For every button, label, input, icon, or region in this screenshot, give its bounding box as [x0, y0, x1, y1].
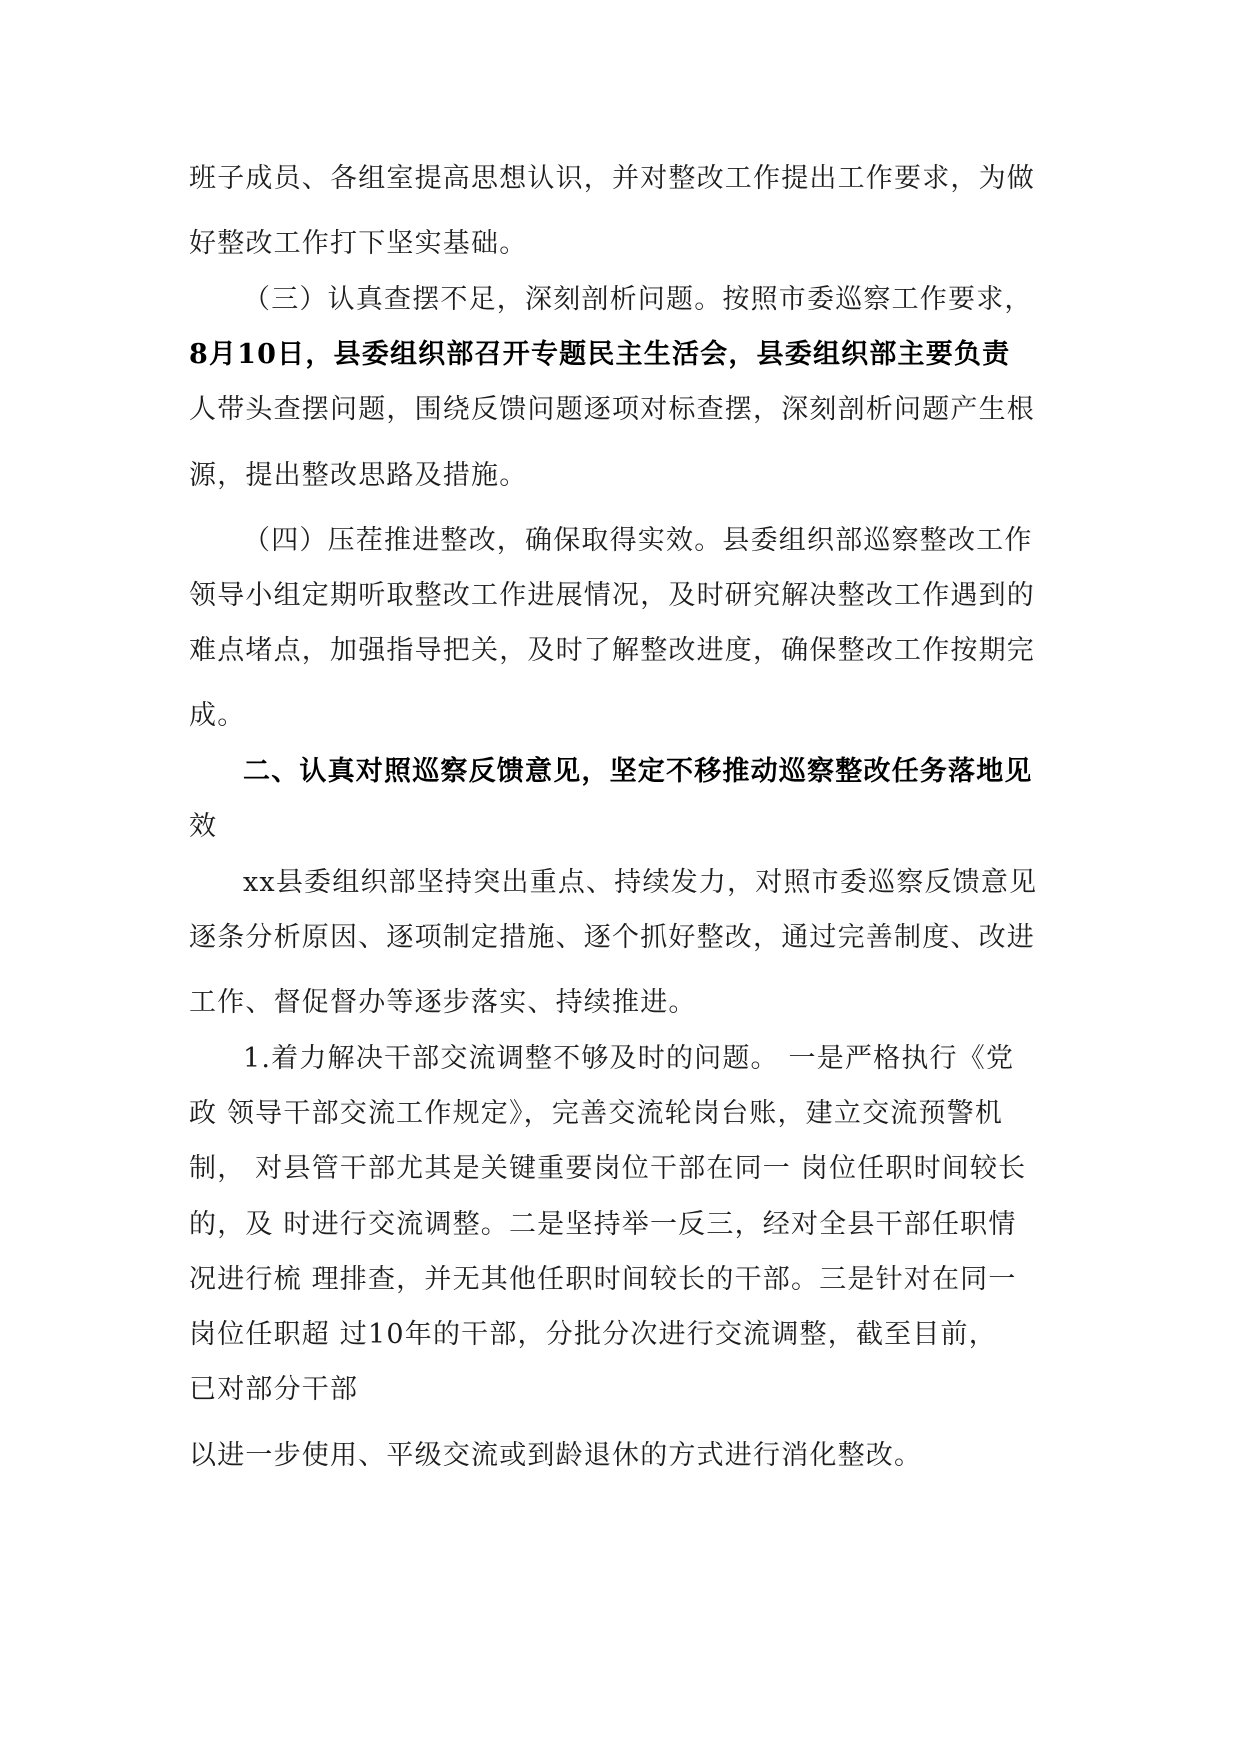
- paragraph-line: 政 领导干部交流工作规定》，完善交流轮岗台账，建立交流预警机: [189, 1098, 1004, 1129]
- section-three-heading-line: （三）认真查摆不足，深刻剖析问题。按照市委巡察工作要求，: [243, 284, 1033, 315]
- paragraph-line: 好整改工作打下坚实基础。: [189, 228, 528, 259]
- paragraph-line: 源，提出整改思路及措施。: [189, 460, 528, 491]
- paragraph-line: 成。: [189, 700, 246, 731]
- paragraph-line: 况进行梳 理排查，并无其他任职时间较长的干部。三是针对在同一: [189, 1264, 1017, 1295]
- paragraph-line: 人带头查摆问题，围绕反馈问题逐项对标查摆，深刻剖析问题产生根: [189, 394, 1035, 425]
- paragraph-line: 已对部分干部: [189, 1374, 359, 1405]
- paragraph-line: 制， 对县管干部尤其是关键重要岗位干部在同一 岗位任职时间较长: [189, 1153, 1027, 1184]
- paragraph-line: 的，及 时进行交流调整。二是坚持举一反三，经对全县干部任职情: [189, 1209, 1017, 1240]
- paragraph-line: 领导小组定期听取整改工作进展情况，及时研究解决整改工作遇到的: [189, 580, 1035, 611]
- paragraph-line: 工作、督促督办等逐步落实、持续推进。: [189, 987, 697, 1018]
- paragraph-line: 难点堵点，加强指导把关，及时了解整改进度，确保整改工作按期完: [189, 635, 1035, 666]
- paragraph-line-bold: 8月10日，县委组织部召开专题民主生活会，县委组织部主要负责: [189, 339, 1011, 370]
- section-two-heading: 二、认真对照巡察反馈意见，坚定不移推动巡察整改任务落地见: [243, 756, 1033, 787]
- paragraph-line: 以进一步使用、平级交流或到龄退休的方式进行消化整改。: [189, 1440, 923, 1471]
- paragraph-line: 岗位任职超 过10年的干部，分批分次进行交流调整，截至目前，: [189, 1319, 997, 1350]
- item-one-line: 1.着力解决干部交流调整不够及时的问题。 一是严格执行《党: [243, 1043, 1015, 1074]
- paragraph-line: xx县委组织部坚持突出重点、持续发力，对照市委巡察反馈意见: [243, 867, 1038, 898]
- paragraph-line: 逐条分析原因、逐项制定措施、逐个抓好整改，通过完善制度、改进: [189, 922, 1035, 953]
- paragraph-line: 班子成员、各组室提高思想认识，并对整改工作提出工作要求，为做: [189, 163, 1035, 194]
- section-two-heading-continued: 效: [189, 811, 218, 842]
- section-four-heading-line: （四）压茬推进整改，确保取得实效。县委组织部巡察整改工作: [243, 525, 1033, 556]
